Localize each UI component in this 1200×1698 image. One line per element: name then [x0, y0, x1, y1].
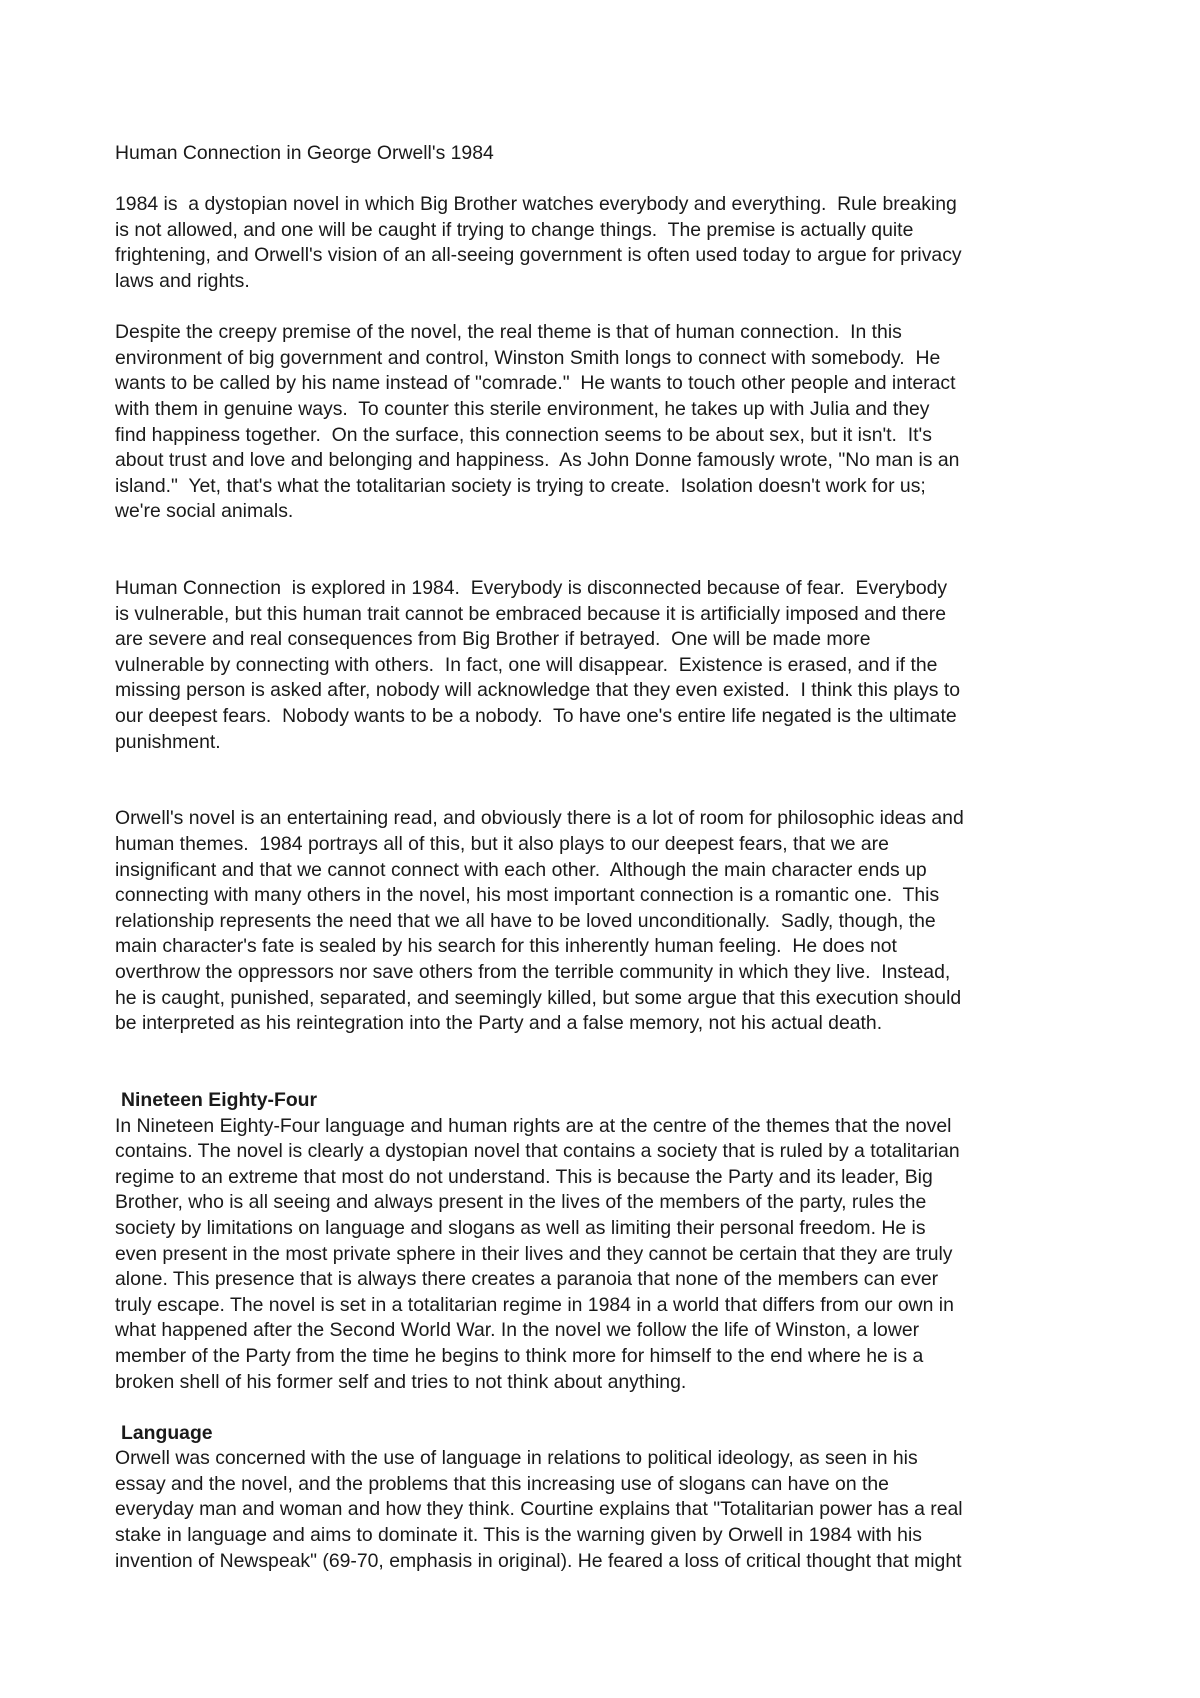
text-line: we're social animals. — [115, 500, 294, 523]
text-line: environment of big government and control, Winston Smith longs to connect with somebody. He — [115, 346, 941, 369]
text-line: even present in the most private sphere in their lives and they cannot be certain that they are truly — [115, 1242, 953, 1265]
text-line: society by limitations on language and slogans as well as limiting their personal freedom. He is — [115, 1216, 926, 1239]
text-line: Despite the creepy premise of the novel, the real theme is that of human connection. In this — [115, 321, 902, 344]
paragraph-4 — [115, 806, 1100, 1036]
paragraph-1 — [115, 192, 1100, 294]
text-line: stake in language and aims to dominate it. This is the warning given by Orwell in 1984 with his — [115, 1524, 922, 1547]
text-line: is not allowed, and one will be caught if trying to change things. The premise is actually quite — [115, 218, 914, 241]
text-line: 1984 is a dystopian novel in which Big Brother watches everybody and everything. Rule breaking — [115, 193, 957, 216]
text-line: member of the Party from the time he begins to think more for himself to the end where he is a — [115, 1344, 924, 1367]
paragraph-spacer — [115, 525, 1100, 576]
text-line: are severe and real consequences from Big Brother if betrayed. One will be made more — [115, 628, 871, 651]
text-line: relationship represents the need that we all have to be loved unconditionally. Sadly, though, the — [115, 909, 936, 932]
text-line: Human Connection is explored in 1984. Everybody is disconnected because of fear. Everybody — [115, 577, 948, 600]
text-line: alone. This presence that is always there creates a paranoia that none of the members can ever — [115, 1268, 939, 1291]
text-line: vulnerable by connecting with others. In fact, one will disappear. Existence is erased, and if the — [115, 653, 938, 676]
document-title: Human Connection in George Orwell's 1984 — [115, 142, 494, 164]
section-heading-nineteen-eighty-four: Nineteen Eighty-Four — [121, 1088, 318, 1111]
text-line: laws and rights. — [115, 269, 250, 292]
text-line: find happiness together. On the surface, this connection seems to be about sex, but it isn't. It's — [115, 423, 932, 446]
text-line: about trust and love and belonging and happiness. As John Donne famously wrote, "No man is an — [115, 449, 960, 472]
paragraph-spacer — [115, 1037, 1100, 1088]
text-line: missing person is asked after, nobody will acknowledge that they even existed. I think this plays to — [115, 679, 961, 702]
text-line: main character's fate is sealed by his search for this inherently human feeling. He does not — [115, 935, 897, 958]
text-line: contains. The novel is clearly a dystopian novel that contains a society that is ruled by a totalitarian — [115, 1140, 960, 1163]
text-line: regime to an extreme that most do not understand. This is because the Party and its leader, Big — [115, 1165, 933, 1188]
text-line: essay and the novel, and the problems that this increasing use of slogans can have on the — [115, 1472, 889, 1495]
text-line: everyday man and woman and how they think. Courtine explains that "Totalitarian power has a real — [115, 1498, 963, 1521]
text-line: with them in genuine ways. To counter this sterile environment, he takes up with Julia and they — [115, 397, 930, 420]
paragraph-spacer — [115, 295, 1100, 321]
text-line: overthrow the oppressors nor save others from the terrible community in which they live. Instead, — [115, 961, 951, 983]
text-line: Orwell was concerned with the use of language in relations to political ideology, as seen in his — [115, 1447, 918, 1470]
text-line: truly escape. The novel is set in a totalitarian regime in 1984 in a world that differs from our own in — [115, 1293, 954, 1316]
text-line: he is caught, punished, separated, and seemingly killed, but some argue that this execution should — [115, 986, 962, 1009]
text-line: our deepest fears. Nobody wants to be a nobody. To have one's entire life negated is the ultimate — [115, 705, 957, 728]
text-line: be interpreted as his reintegration into the Party and a false memory, not his actual death. — [115, 1012, 883, 1035]
section-heading-language: Language — [121, 1421, 213, 1444]
paragraph-spacer — [115, 755, 1100, 806]
text-line: what happened after the Second World War. In the novel we follow the life of Winston, a lower — [115, 1319, 920, 1342]
text-line: is vulnerable, but this human trait cannot be embraced because it is artificially imposed and there — [115, 602, 947, 625]
text-line: In Nineteen Eighty-Four language and human rights are at the centre of the themes that the novel — [115, 1114, 952, 1137]
text-line: broken shell of his former self and tries to not think about anything. — [115, 1370, 687, 1393]
document-body — [115, 141, 1100, 1574]
text-line: Orwell's novel is an entertaining read, and obviously there is a lot of room for philosophic ideas and — [115, 807, 964, 830]
paragraph-6 — [115, 1446, 1100, 1574]
text-line: frightening, and Orwell's vision of an all-seeing government is often used today to argue for privacy — [115, 244, 962, 267]
text-line: invention of Newspeak" (69-70, emphasis in original). He feared a loss of critical thought that might — [115, 1549, 962, 1572]
paragraph-spacer — [115, 1395, 1100, 1421]
text-line: island." Yet, that's what the totalitarian society is trying to create. Isolation doesn't work for us; — [115, 474, 926, 497]
paragraph-5 — [115, 1114, 1100, 1396]
paragraph-3 — [115, 576, 1100, 755]
text-line: connecting with many others in the novel, his most important connection is a romantic one. This — [115, 884, 940, 907]
text-line: human themes. 1984 portrays all of this, but it also plays to our deepest fears, that we are — [115, 833, 889, 856]
text-line: insignificant and that we cannot connect with each other. Although the main character ends up — [115, 858, 927, 881]
text-line: punishment. — [115, 730, 221, 753]
text-line: wants to be called by his name instead of "comrade." He wants to touch other people and interact — [115, 372, 956, 395]
paragraph-2 — [115, 320, 1100, 525]
text-line: Brother, who is all seeing and always present in the lives of the members of the party, rules the — [115, 1191, 927, 1214]
